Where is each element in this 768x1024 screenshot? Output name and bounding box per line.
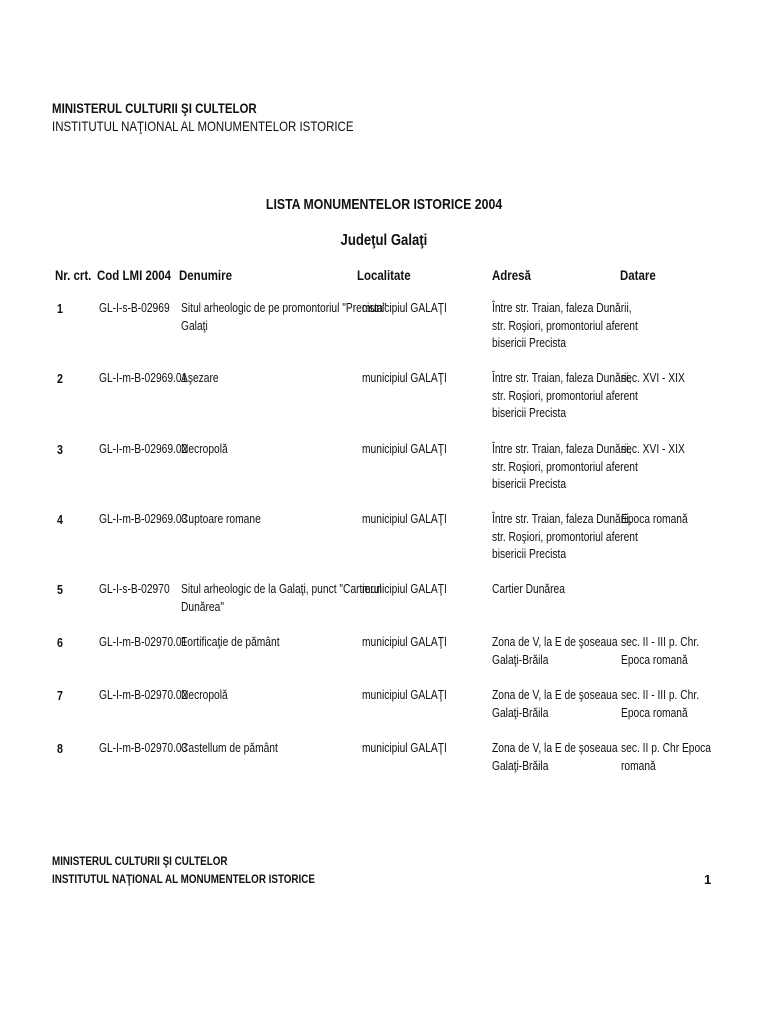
localitate: municipiul GALAŢI — [362, 741, 447, 755]
adresa — [492, 740, 642, 775]
adresa-line: str. Roşiori, promontoriul aferent — [492, 318, 638, 333]
adresa-line: bisericii Precista — [492, 547, 567, 561]
denumire — [181, 740, 391, 758]
denumire-line: Necropolă — [181, 442, 228, 456]
datare-line: Epoca romană — [621, 512, 688, 526]
denumire-line: Situl arheologic de la Galaţi, punct "Cartierul — [181, 582, 382, 596]
localitate: municipiul GALAŢI — [362, 371, 447, 385]
adresa-line: Zona de V, la E de şoseaua — [492, 635, 618, 649]
adresa — [492, 687, 642, 722]
denumire — [181, 634, 391, 652]
datare-line: sec. II - III p. Chr. — [621, 635, 700, 649]
row-number: 7 — [57, 688, 63, 703]
row-number: 1 — [57, 301, 63, 316]
row-number: 5 — [57, 582, 63, 597]
adresa — [492, 581, 642, 599]
denumire-line: Fortificaţie de pământ — [181, 635, 280, 649]
adresa-line: Între str. Traian, faleza Dunării, — [492, 301, 632, 315]
adresa-line: bisericii Precista — [492, 336, 567, 350]
row-number: 3 — [57, 442, 63, 457]
cod-lmi: GL-I-m-B-02969.03 — [99, 512, 188, 526]
adresa-line: Între str. Traian, faleza Dunării, — [492, 371, 632, 385]
datare-line: sec. XVI - XIX — [621, 371, 685, 385]
adresa-line: Galaţi-Brăila — [492, 652, 549, 667]
denumire-line: Castellum de pământ — [181, 741, 278, 755]
adresa — [492, 634, 642, 669]
localitate: municipiul GALAŢI — [362, 442, 447, 456]
denumire — [181, 687, 391, 705]
denumire — [181, 511, 391, 529]
table-row — [0, 300, 768, 360]
denumire — [181, 581, 391, 616]
row-number: 6 — [57, 635, 63, 650]
column-header-localitate: Localitate — [357, 267, 411, 283]
document-footer — [52, 852, 373, 888]
denumire-line: Aşezare — [181, 371, 219, 385]
adresa-line: Galaţi-Brăila — [492, 758, 549, 773]
cod-lmi: GL-I-s-B-02969 — [99, 301, 170, 315]
denumire — [181, 300, 391, 335]
datare — [621, 441, 739, 459]
denumire-line: Situl arheologic de pe promontoriul "Precista" — [181, 301, 387, 315]
datare-line: Epoca romană — [621, 652, 688, 667]
datare — [621, 300, 739, 318]
cod-lmi: GL-I-m-B-02970.01 — [99, 635, 188, 649]
institute-name: INSTITUTUL NAŢIONAL AL MONUMENTELOR ISTORICE — [52, 118, 354, 134]
document-title: LISTA MONUMENTELOR ISTORICE 2004 — [265, 196, 503, 213]
denumire-line: Necropolă — [181, 688, 228, 702]
datare — [621, 740, 739, 775]
datare — [621, 511, 739, 529]
localitate: municipiul GALAŢI — [362, 688, 447, 702]
row-number: 8 — [57, 741, 63, 756]
localitate: municipiul GALAŢI — [362, 301, 447, 315]
localitate: municipiul GALAŢI — [362, 512, 447, 526]
localitate: municipiul GALAŢI — [362, 582, 447, 596]
datare — [621, 370, 739, 388]
datare — [621, 581, 739, 599]
denumire — [181, 441, 391, 459]
column-header-cod: Cod LMI 2004 — [97, 267, 172, 283]
footer-ministry-name: MINISTERUL CULTURII ŞI CULTELOR — [52, 854, 228, 868]
adresa-line: Cartier Dunărea — [492, 582, 565, 596]
adresa-line: Între str. Traian, faleza Dunării, — [492, 442, 632, 456]
datare — [621, 634, 739, 669]
column-header-denumire: Denumire — [179, 267, 232, 283]
localitate: municipiul GALAŢI — [362, 635, 447, 649]
datare-line: sec. XVI - XIX — [621, 442, 685, 456]
row-number: 4 — [57, 512, 63, 527]
adresa-line: Între str. Traian, faleza Dunării, — [492, 512, 632, 526]
denumire-line: Dunărea" — [181, 599, 224, 614]
table-row — [0, 687, 768, 747]
adresa — [492, 370, 642, 423]
adresa-line: str. Roşiori, promontoriul aferent — [492, 459, 638, 474]
datare-line: Epoca romană — [621, 705, 688, 720]
cod-lmi: GL-I-m-B-02969.02 — [99, 442, 188, 456]
table-row — [0, 581, 768, 641]
adresa-line: str. Roşiori, promontoriul aferent — [492, 388, 638, 403]
column-header-adresa: Adresă — [492, 267, 531, 283]
adresa — [492, 511, 642, 564]
column-header-datare: Datare — [620, 267, 656, 283]
adresa — [492, 441, 642, 494]
adresa — [492, 300, 642, 353]
column-header-nr: Nr. crt. — [55, 267, 92, 283]
datare-line: sec. II p. Chr Epoca — [621, 741, 712, 755]
adresa-line: bisericii Precista — [492, 477, 567, 491]
denumire-line: Cuptoare romane — [181, 512, 261, 526]
denumire — [181, 370, 391, 388]
cod-lmi: GL-I-s-B-02970 — [99, 582, 170, 596]
county-subtitle: Judeţul Galaţi — [340, 232, 428, 249]
ministry-name: MINISTERUL CULTURII ŞI CULTELOR — [52, 100, 257, 116]
datare-line: romană — [621, 758, 656, 773]
document-header — [52, 99, 420, 135]
table-row — [0, 634, 768, 694]
cod-lmi: GL-I-m-B-02970.03 — [99, 741, 188, 755]
table-row — [0, 441, 768, 501]
adresa-line: Galaţi-Brăila — [492, 705, 549, 720]
footer-institute-name: INSTITUTUL NAŢIONAL AL MONUMENTELOR ISTORICE — [52, 872, 315, 886]
adresa-line: Zona de V, la E de şoseaua — [492, 688, 618, 702]
table-row — [0, 511, 768, 571]
datare-line: sec. II - III p. Chr. — [621, 688, 700, 702]
cod-lmi: GL-I-m-B-02970.02 — [99, 688, 188, 702]
datare — [621, 687, 739, 722]
denumire-line: Galaţi — [181, 318, 208, 333]
table-row — [0, 740, 768, 800]
adresa-line: bisericii Precista — [492, 406, 567, 420]
table-row — [0, 370, 768, 430]
adresa-line: Zona de V, la E de şoseaua — [492, 741, 618, 755]
page-number: 1 — [704, 872, 712, 887]
cod-lmi: GL-I-m-B-02969.01 — [99, 371, 188, 385]
adresa-line: str. Roşiori, promontoriul aferent — [492, 529, 638, 544]
row-number: 2 — [57, 371, 63, 386]
